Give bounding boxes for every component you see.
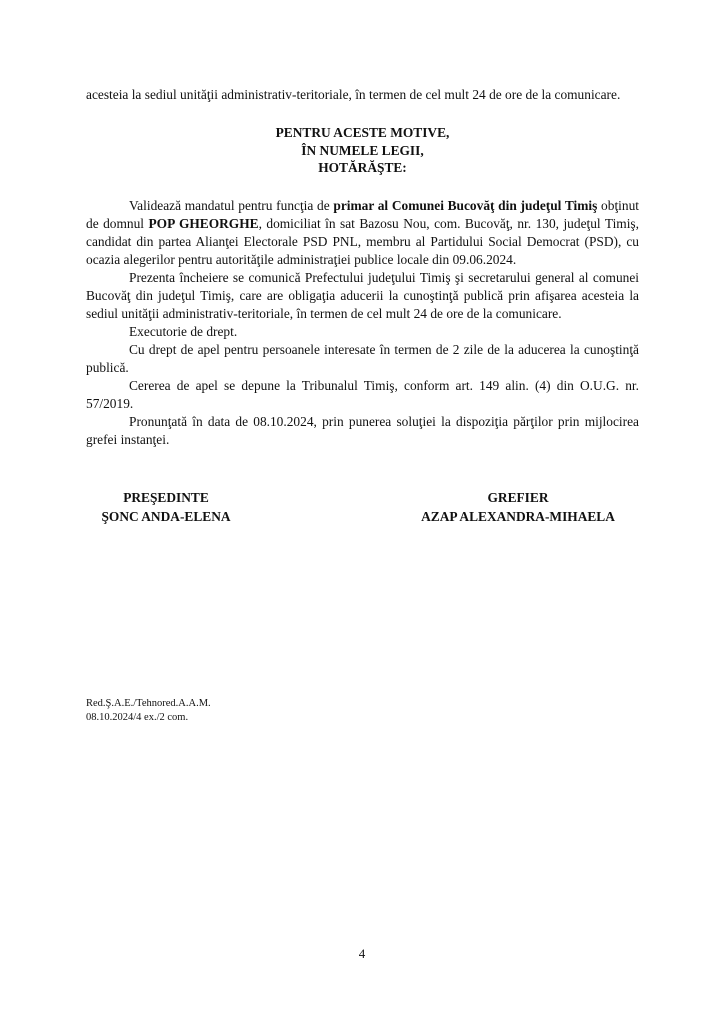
validation-text-b: obţinut de domnul	[86, 197, 639, 231]
page-number: 4	[358, 946, 366, 961]
clerk-signature	[408, 489, 628, 526]
appeal-filing-paragraph: Cererea de apel se depune la Tribunalul Timiş, conform art. 149 alin. (4) din O.U.G. nr. 57/2019.	[86, 377, 639, 411]
pronouncement-paragraph: Pronunţată în data de 08.10.2024, prin punerea soluţiei la dispoziţia părţilor prin mijlocirea grefei instanţei.	[86, 413, 639, 447]
heading-line-1: PENTRU ACESTE MOTIVE,	[275, 125, 450, 140]
decision-heading	[86, 124, 639, 177]
intro-paragraph: acesteia la sediul unităţii administrativ-teritoriale, în termen de cel mult 24 de ore de la comunicare.	[86, 87, 621, 102]
editorial-note-line-1: Red.Ş.A.E./Tehnored.A.A.M.	[86, 698, 211, 709]
president-name: ŞONC ANDA-ELENA	[101, 508, 231, 524]
validation-person: POP GHEORGHE	[148, 215, 259, 231]
clerk-name: AZAP ALEXANDRA-MIHAELA	[421, 508, 615, 524]
editorial-note	[86, 697, 211, 724]
appeal-right-paragraph: Cu drept de apel pentru persoanele interesate în termen de 2 zile de la aducerea la cunoştinţă publică.	[86, 341, 639, 375]
president-signature	[86, 489, 246, 526]
president-title: PREŞEDINTE	[123, 490, 209, 505]
validation-paragraph	[86, 197, 639, 269]
editorial-note-line-2: 08.10.2024/4 ex./2 com.	[86, 711, 189, 723]
heading-line-2: ÎN NUMELE LEGII,	[301, 142, 424, 158]
enforceable-paragraph: Executorie de drept.	[129, 323, 238, 339]
validation-office: primar al Comunei Bucovăţ din judeţul Timiş	[333, 197, 598, 213]
clerk-title: GREFIER	[487, 490, 549, 505]
document-body	[86, 86, 639, 449]
validation-text-c: , domiciliat în sat Bazosu Nou, com. Bucovăţ, nr. 130, judeţul Timiş, candidat din partea Alianţei Electorale PSD PNL, membru al Partidului Social Democrat (PSD), cu ocazia alegerilor pentru autorităţile administraţiei publice locale din 09.06.2024.	[86, 215, 639, 267]
heading-line-3: HOTĂRĂŞTE:	[318, 160, 407, 175]
communication-paragraph: Prezenta încheiere se comunică Prefectului judeţului Timiş şi secretarului general al comunei Bucovăţ din judeţul Timiş, care are obligaţia aducerii la cunoştinţă publică prin afişarea acesteia la sediul unităţii administrativ-teritoriale, în termen de cel mult 24 de ore de la comunicare.	[86, 269, 639, 321]
validation-text-a: Validează mandatul pentru funcţia de	[129, 197, 334, 213]
